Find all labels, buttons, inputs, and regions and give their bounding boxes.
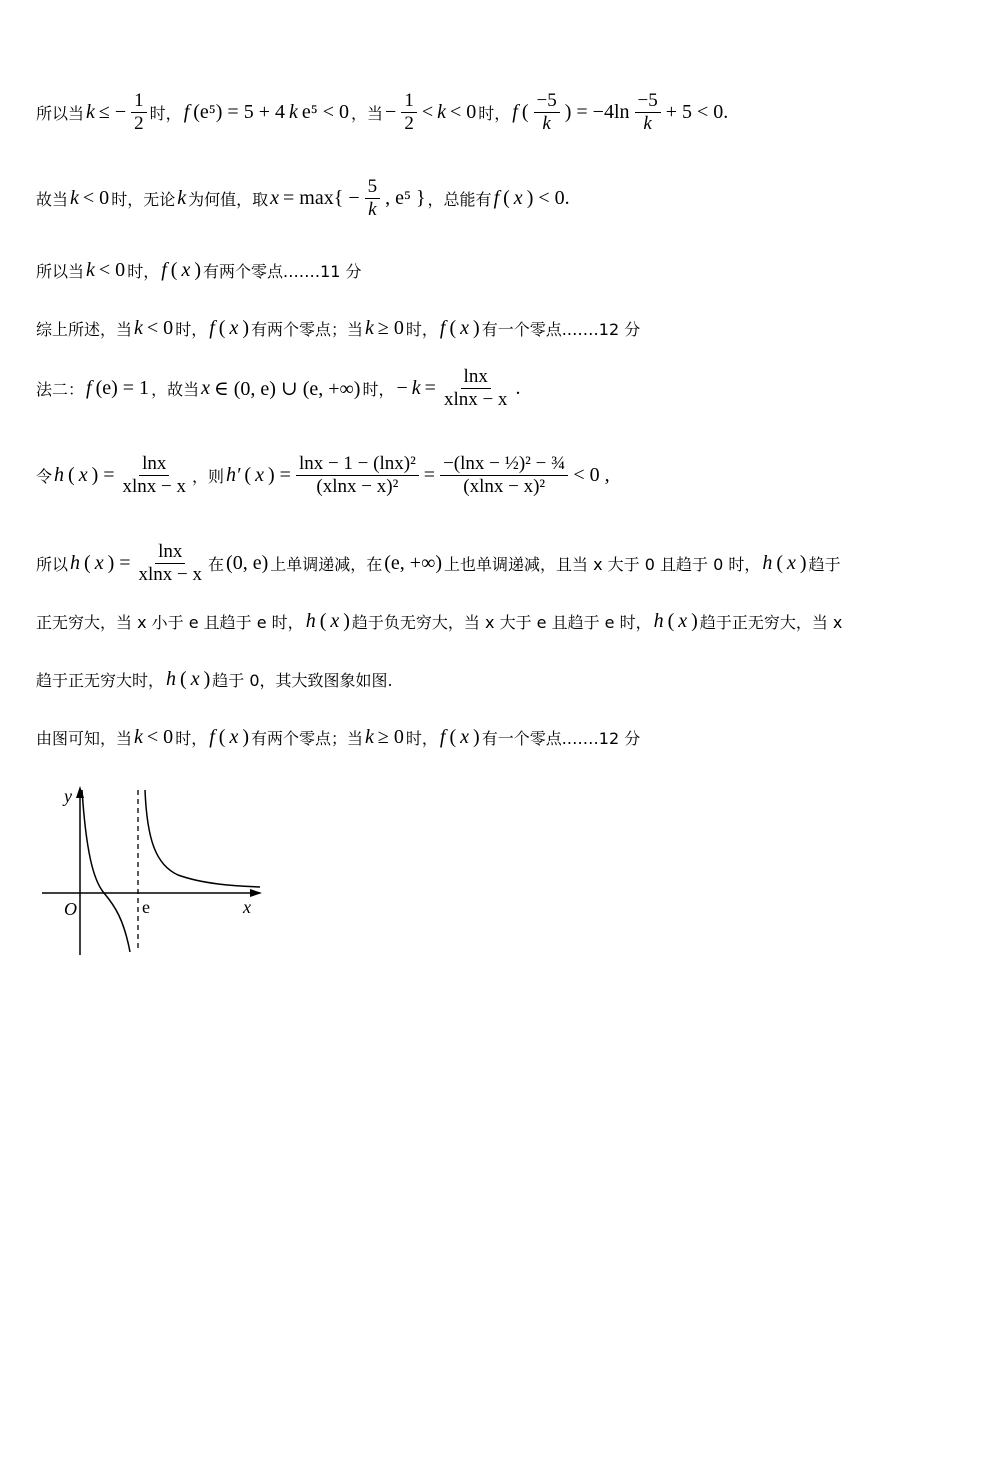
math-run: ) (473, 725, 480, 748)
text-run: 时， (405, 319, 438, 339)
text-run: 时， (362, 379, 395, 399)
text-run: 上也单调递减，且当 x 大于 0 且趋于 0 时， (444, 554, 761, 574)
text-line (36, 707, 640, 767)
text-run: 时， (405, 728, 438, 748)
text-run: 时， (149, 103, 182, 123)
math-run: x (460, 725, 470, 748)
math-run: ( (449, 316, 457, 339)
text-run: 综上所述，当 (36, 319, 133, 339)
numerator: −(lnx − ½)² − ¾ (440, 453, 568, 476)
math-run: x (270, 186, 279, 209)
math-run: h (653, 609, 664, 632)
fraction (296, 453, 419, 498)
numerator: lnx (155, 541, 185, 564)
math-run: (e, +∞) (384, 551, 442, 574)
text-run: 法二： (36, 379, 85, 399)
text-run: 故当 (36, 189, 69, 209)
math-run: e⁵ < 0 (301, 100, 350, 123)
text-run: 有两个零点；当 (251, 728, 364, 748)
text-run: ，则 (192, 466, 225, 486)
text-run: 时，无论 (111, 189, 176, 209)
fraction (401, 90, 417, 135)
y-axis-label: y (64, 786, 72, 806)
math-run: h′ (226, 463, 241, 486)
math-run: h (70, 551, 81, 574)
text-run: 趋于 0，其大致图象如图. (212, 670, 393, 690)
text-run: 时， (478, 103, 511, 123)
text-run: 趋于正无穷大，当 x (699, 612, 843, 632)
fraction (365, 176, 381, 221)
math-run: f (209, 316, 215, 339)
math-run: = max{ − (283, 186, 360, 209)
text-run: 上单调递减，在 (270, 554, 383, 574)
text-line (36, 591, 842, 651)
math-run: x (330, 609, 340, 632)
math-run: ) (473, 316, 480, 339)
text-run: 所以当 (36, 103, 85, 123)
math-run: ( (84, 551, 91, 574)
math-run: ( (244, 463, 252, 486)
text-run: 为何值，取 (188, 189, 269, 209)
text-run: 时， (175, 319, 208, 339)
math-run: . (515, 376, 521, 399)
text-line (36, 298, 640, 358)
math-run: < 0 (146, 725, 174, 748)
math-run: f (209, 725, 215, 748)
math-run: ( (449, 725, 457, 748)
math-run: ≥ 0 (377, 316, 404, 339)
math-run: x (460, 316, 470, 339)
text-run: 在 (208, 554, 225, 574)
math-run: f (161, 258, 167, 281)
denominator: xlnx − x (443, 388, 508, 410)
denominator: xlnx − x (122, 475, 187, 497)
math-run: ) (242, 316, 249, 339)
text-run: 有一个零点.……12 分 (481, 728, 641, 748)
text-line (36, 358, 522, 418)
math-run: = (423, 463, 436, 486)
math-run: f (183, 100, 190, 123)
text-run: 时， (127, 261, 160, 281)
math-run: ) (799, 551, 807, 574)
math-run: ) < 0. (526, 186, 570, 209)
math-run: k (437, 100, 446, 123)
math-run: ( (218, 316, 226, 339)
math-run: − (385, 100, 397, 123)
math-run: f (493, 186, 500, 209)
text-run: 令 (36, 466, 53, 486)
math-run: ( (218, 725, 226, 748)
math-run: k (86, 100, 95, 123)
denominator: k (643, 112, 652, 134)
numerator: −5 (635, 90, 661, 113)
math-run: (0, e) (226, 551, 269, 574)
math-run: (e⁵) = 5 + 4 (193, 100, 285, 123)
math-run: k (177, 186, 187, 209)
math-run: x (94, 551, 104, 574)
math-run: k (86, 258, 95, 281)
math-run: ) (242, 725, 249, 748)
math-run: x (229, 316, 239, 339)
math-run: − (396, 376, 408, 399)
text-run: 所以 (36, 554, 69, 574)
asymptote-label: e (142, 897, 150, 917)
math-run: x (229, 725, 239, 748)
math-run: h (54, 463, 65, 486)
denominator: 2 (134, 112, 144, 134)
math-run: f (512, 100, 518, 123)
math-run: ) = (107, 551, 131, 574)
math-run: (e) = 1 (95, 376, 150, 399)
math-run: x (678, 609, 688, 632)
math-run: h (166, 667, 177, 690)
math-run: k (411, 376, 421, 399)
text-run: 有两个零点；当 (251, 319, 364, 339)
math-run: ∈ (0, e) ∪ (e, +∞) (213, 377, 361, 400)
math-run: x (190, 667, 200, 690)
math-run: x (255, 463, 264, 486)
math-run: ) = −4ln (564, 100, 630, 123)
text-run: 所以当 (36, 261, 85, 281)
math-run: ≥ 0 (377, 725, 404, 748)
math-run: f (439, 316, 446, 339)
math-run: x (201, 376, 210, 399)
math-run: ( (667, 609, 675, 632)
denominator: (xlnx − x)² (316, 475, 399, 497)
text-line (36, 533, 841, 593)
right-branch-curve (145, 790, 260, 887)
x-axis-label: x (243, 897, 251, 917)
math-run: ) = (91, 463, 115, 486)
math-run: h (762, 551, 773, 574)
math-run: ) (203, 667, 211, 690)
math-run: ) (343, 609, 350, 632)
text-line (36, 649, 393, 709)
math-run: ( (319, 609, 327, 632)
fraction (440, 453, 568, 498)
x-axis-arrow (250, 889, 262, 897)
denominator: xlnx − x (138, 563, 203, 585)
numerator: lnx − 1 − (lnx)² (296, 453, 419, 476)
math-run: ) (691, 609, 698, 632)
math-run: < 0 (98, 258, 126, 281)
math-run: < 0 (82, 186, 110, 209)
math-run: x (181, 258, 191, 281)
math-run: ( (170, 258, 178, 281)
numerator: lnx (139, 453, 169, 476)
math-run: ) = (267, 463, 291, 486)
math-run: + 5 < 0. (665, 100, 729, 123)
denominator: 2 (404, 112, 414, 134)
fraction (136, 541, 206, 586)
text-run: 由图可知，当 (36, 728, 133, 748)
math-run: x (78, 463, 88, 486)
text-run: ，总能有 (427, 189, 492, 209)
math-run: < 0 (146, 316, 174, 339)
numerator: −5 (534, 90, 560, 113)
fraction (120, 453, 190, 498)
math-run: ( (503, 186, 510, 209)
math-run: x (787, 551, 796, 574)
math-run: ) (194, 258, 201, 281)
fraction (635, 90, 661, 135)
numerator: 1 (131, 90, 147, 113)
math-run: x (513, 186, 523, 209)
text-line (36, 240, 362, 300)
fraction (441, 366, 511, 411)
math-run: < (421, 100, 434, 123)
fraction (131, 90, 147, 135)
math-run: k (288, 100, 298, 123)
left-branch-curve (82, 790, 130, 952)
text-run: 有一个零点.……12 分 (481, 319, 641, 339)
math-run: h (305, 609, 316, 632)
text-line (36, 82, 730, 142)
math-run: f (86, 376, 92, 399)
origin-label: O (64, 899, 77, 919)
math-run: k (134, 316, 143, 339)
math-run: ( (68, 463, 75, 486)
text-run: 趋于正无穷大时， (36, 670, 165, 690)
math-run: ( (776, 551, 784, 574)
math-run: , e⁵ } (385, 186, 426, 209)
math-run: k (365, 316, 374, 339)
text-run: ，当 (351, 103, 384, 123)
text-line (36, 445, 612, 505)
text-run: 有两个零点.……11 分 (203, 261, 362, 281)
math-run: ( (521, 100, 529, 123)
numerator: lnx (461, 366, 491, 389)
math-run: k (134, 725, 143, 748)
math-run: f (439, 725, 446, 748)
text-run: 趋于负无穷大，当 x 大于 e 且趋于 e 时， (351, 612, 652, 632)
denominator: (xlnx − x)² (463, 475, 546, 497)
numerator: 5 (365, 176, 381, 199)
text-run: ，故当 (151, 379, 200, 399)
math-run: k (70, 186, 79, 209)
math-run: ( (180, 667, 187, 690)
denominator: k (542, 112, 551, 134)
text-run: 时， (175, 728, 208, 748)
numerator: 1 (401, 90, 417, 113)
denominator: k (368, 198, 377, 220)
math-run: < 0 (449, 100, 477, 123)
math-run: = (424, 376, 436, 399)
text-line (36, 168, 572, 228)
math-run: ≤ − (98, 100, 127, 123)
math-run: < 0 , (573, 463, 610, 486)
math-run: k (365, 725, 374, 748)
fraction (534, 90, 560, 135)
text-run: 正无穷大，当 x 小于 e 且趋于 e 时， (36, 612, 304, 632)
text-run: 趋于 (808, 554, 841, 574)
function-graph (38, 780, 278, 960)
